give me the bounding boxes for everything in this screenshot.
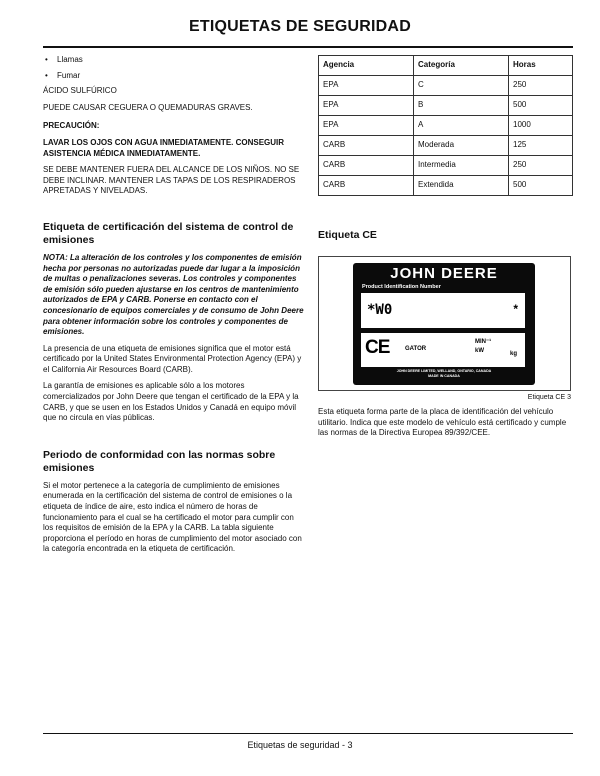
emissions-hours-table xyxy=(318,55,573,196)
emissions-paragraph-1: La presencia de una etiqueta de emisiones significa que el motor está certificado por la United States Environmental Protection Agency (EPA) y el California Air Resources Board (CARB). xyxy=(43,343,302,374)
plate-pin-value: *W0 xyxy=(367,302,393,318)
plate-manufacturer xyxy=(353,369,535,379)
figure-caption: Etiqueta CE 3 xyxy=(527,394,571,401)
table-row xyxy=(319,116,573,136)
table-row xyxy=(319,136,573,156)
caution-text: LAVAR LOS OJOS CON AGUA INMEDIATAMENTE. CONSEGUIR ASISTENCIA MÉDICA INMEDIATAMENTE. xyxy=(43,137,285,158)
title-divider xyxy=(43,46,573,48)
table-cell: Extendida xyxy=(414,176,509,196)
emissions-paragraph-2: La garantía de emisiones es aplicable sólo a los motores comercializados por John Deere que tengan el certificado de la EPA y la CARB, y que se usen en los Estados Unidos y Canadá en equipo móvil que no circula en vías públicas. xyxy=(43,381,299,423)
column-header: Agencia xyxy=(319,56,414,76)
plate-model: GATOR xyxy=(405,346,427,352)
table-cell: CARB xyxy=(319,156,414,176)
period-heading: Periodo de conformidad con las normas sobre emisiones xyxy=(43,448,276,474)
left-column xyxy=(43,55,304,555)
plate-maker-line: MADE IN CANADA xyxy=(428,374,460,378)
ce-heading: Etiqueta CE xyxy=(318,229,377,241)
plate-maker-line: JOHN DEERE LIMITED, WELLAND, ONTARIO, CANADA xyxy=(396,369,492,373)
acid-warning: PUEDE CAUSAR CEGUERA O QUEMADURAS GRAVES. xyxy=(43,102,253,112)
table-cell: A xyxy=(414,116,509,136)
ce-description: Esta etiqueta forma parte de la placa de identificación del vehículo utilitario. Indica que este modelo de vehículo está certificado y cumple las normas de la Directiva Europea 89/392/CEE. xyxy=(318,407,567,438)
table-cell: 1000 xyxy=(509,116,573,136)
table-cell: CARB xyxy=(319,176,414,196)
table-cell: EPA xyxy=(319,76,414,96)
table-cell: EPA xyxy=(319,96,414,116)
hazard-list xyxy=(43,55,304,81)
period-paragraph: Si el motor pertenece a la categoría de cumplimiento de emisiones enumerada en la certificación del sistema de control de emisiones o la etiqueta de índice de aire, esto indica el número de horas de funcionamiento para el cual se ha certificado el motor para cumplir con los requisitos de emisión de la EPA y la CARB. La tabla siguiente proporciona el período en horas de cumplimiento del motor asociado con la categoría encontrada en la etiqueta de certificación. xyxy=(43,480,302,554)
table-row xyxy=(319,76,573,96)
table-cell: 250 xyxy=(509,156,573,176)
table-cell: C xyxy=(414,76,509,96)
table-cell: 250 xyxy=(509,76,573,96)
page-footer: Etiquetas de seguridad - 3 xyxy=(247,740,353,750)
table-row xyxy=(319,156,573,176)
table-cell: 500 xyxy=(509,176,573,196)
table-row xyxy=(319,176,573,196)
table-header-row xyxy=(319,56,573,76)
footer-divider xyxy=(43,733,573,734)
table-cell: B xyxy=(414,96,509,116)
table-cell: 125 xyxy=(509,136,573,156)
bullet-icon: • xyxy=(45,70,48,80)
column-header: Categoría xyxy=(414,56,509,76)
plate-min-label: MIN⁻¹ xyxy=(475,339,492,345)
table-cell: Intermedia xyxy=(414,156,509,176)
ce-mark-icon: CE xyxy=(365,337,390,358)
list-item: • Llamas xyxy=(45,55,83,64)
emissions-heading: Etiqueta de certificación del sistema de control de emisiones xyxy=(43,220,294,246)
plate-brand: JOHN DEERE xyxy=(390,265,498,282)
right-column xyxy=(318,55,573,241)
column-header: Horas xyxy=(509,56,573,76)
table-cell: EPA xyxy=(319,116,414,136)
plate-kg-label: kg xyxy=(510,351,518,357)
keep-away-text: SE DEBE MANTENER FUERA DEL ALCANCE DE LOS NIÑOS. NO SE DEBE INCLINAR. MANTENER LAS TAPAS DE LOS RESPIRADEROS APRETADAS Y NIVELADAS. xyxy=(43,165,300,196)
plate-pin-star: * xyxy=(513,302,518,316)
plate-pin-box xyxy=(361,293,525,328)
emissions-note: NOTA: La alteración de los controles y los componentes de emisión hecha por personas no autorizadas puede dar lugar a la imposición de multas o penalizaciones severas. Los controles y componentes de emisión sólo pueden ajustarse en los centros de mantenimiento autorizados de EPA y CARB. Ponerse en contacto con el concesionario de equipos comerciales y de consumo de John Deere para obtener información sobre los controles y componentes de emisiones. xyxy=(43,252,304,337)
page-title: ETIQUETAS DE SEGURIDAD xyxy=(189,18,411,35)
plate-pin-label: Product Identification Number xyxy=(362,284,441,290)
bullet-icon: • xyxy=(45,55,48,64)
caution-heading: PRECAUCIÓN: xyxy=(43,121,100,131)
table-cell: CARB xyxy=(319,136,414,156)
table-cell: Moderada xyxy=(414,136,509,156)
list-item: • Fumar xyxy=(45,70,81,80)
plate-info-box xyxy=(361,333,525,367)
acid-heading: ÁCIDO SULFÚRICO xyxy=(43,86,117,96)
plate-kw-label: kW xyxy=(475,348,484,354)
ce-identification-plate xyxy=(353,263,535,385)
table-row xyxy=(319,96,573,116)
table-cell: 500 xyxy=(509,96,573,116)
